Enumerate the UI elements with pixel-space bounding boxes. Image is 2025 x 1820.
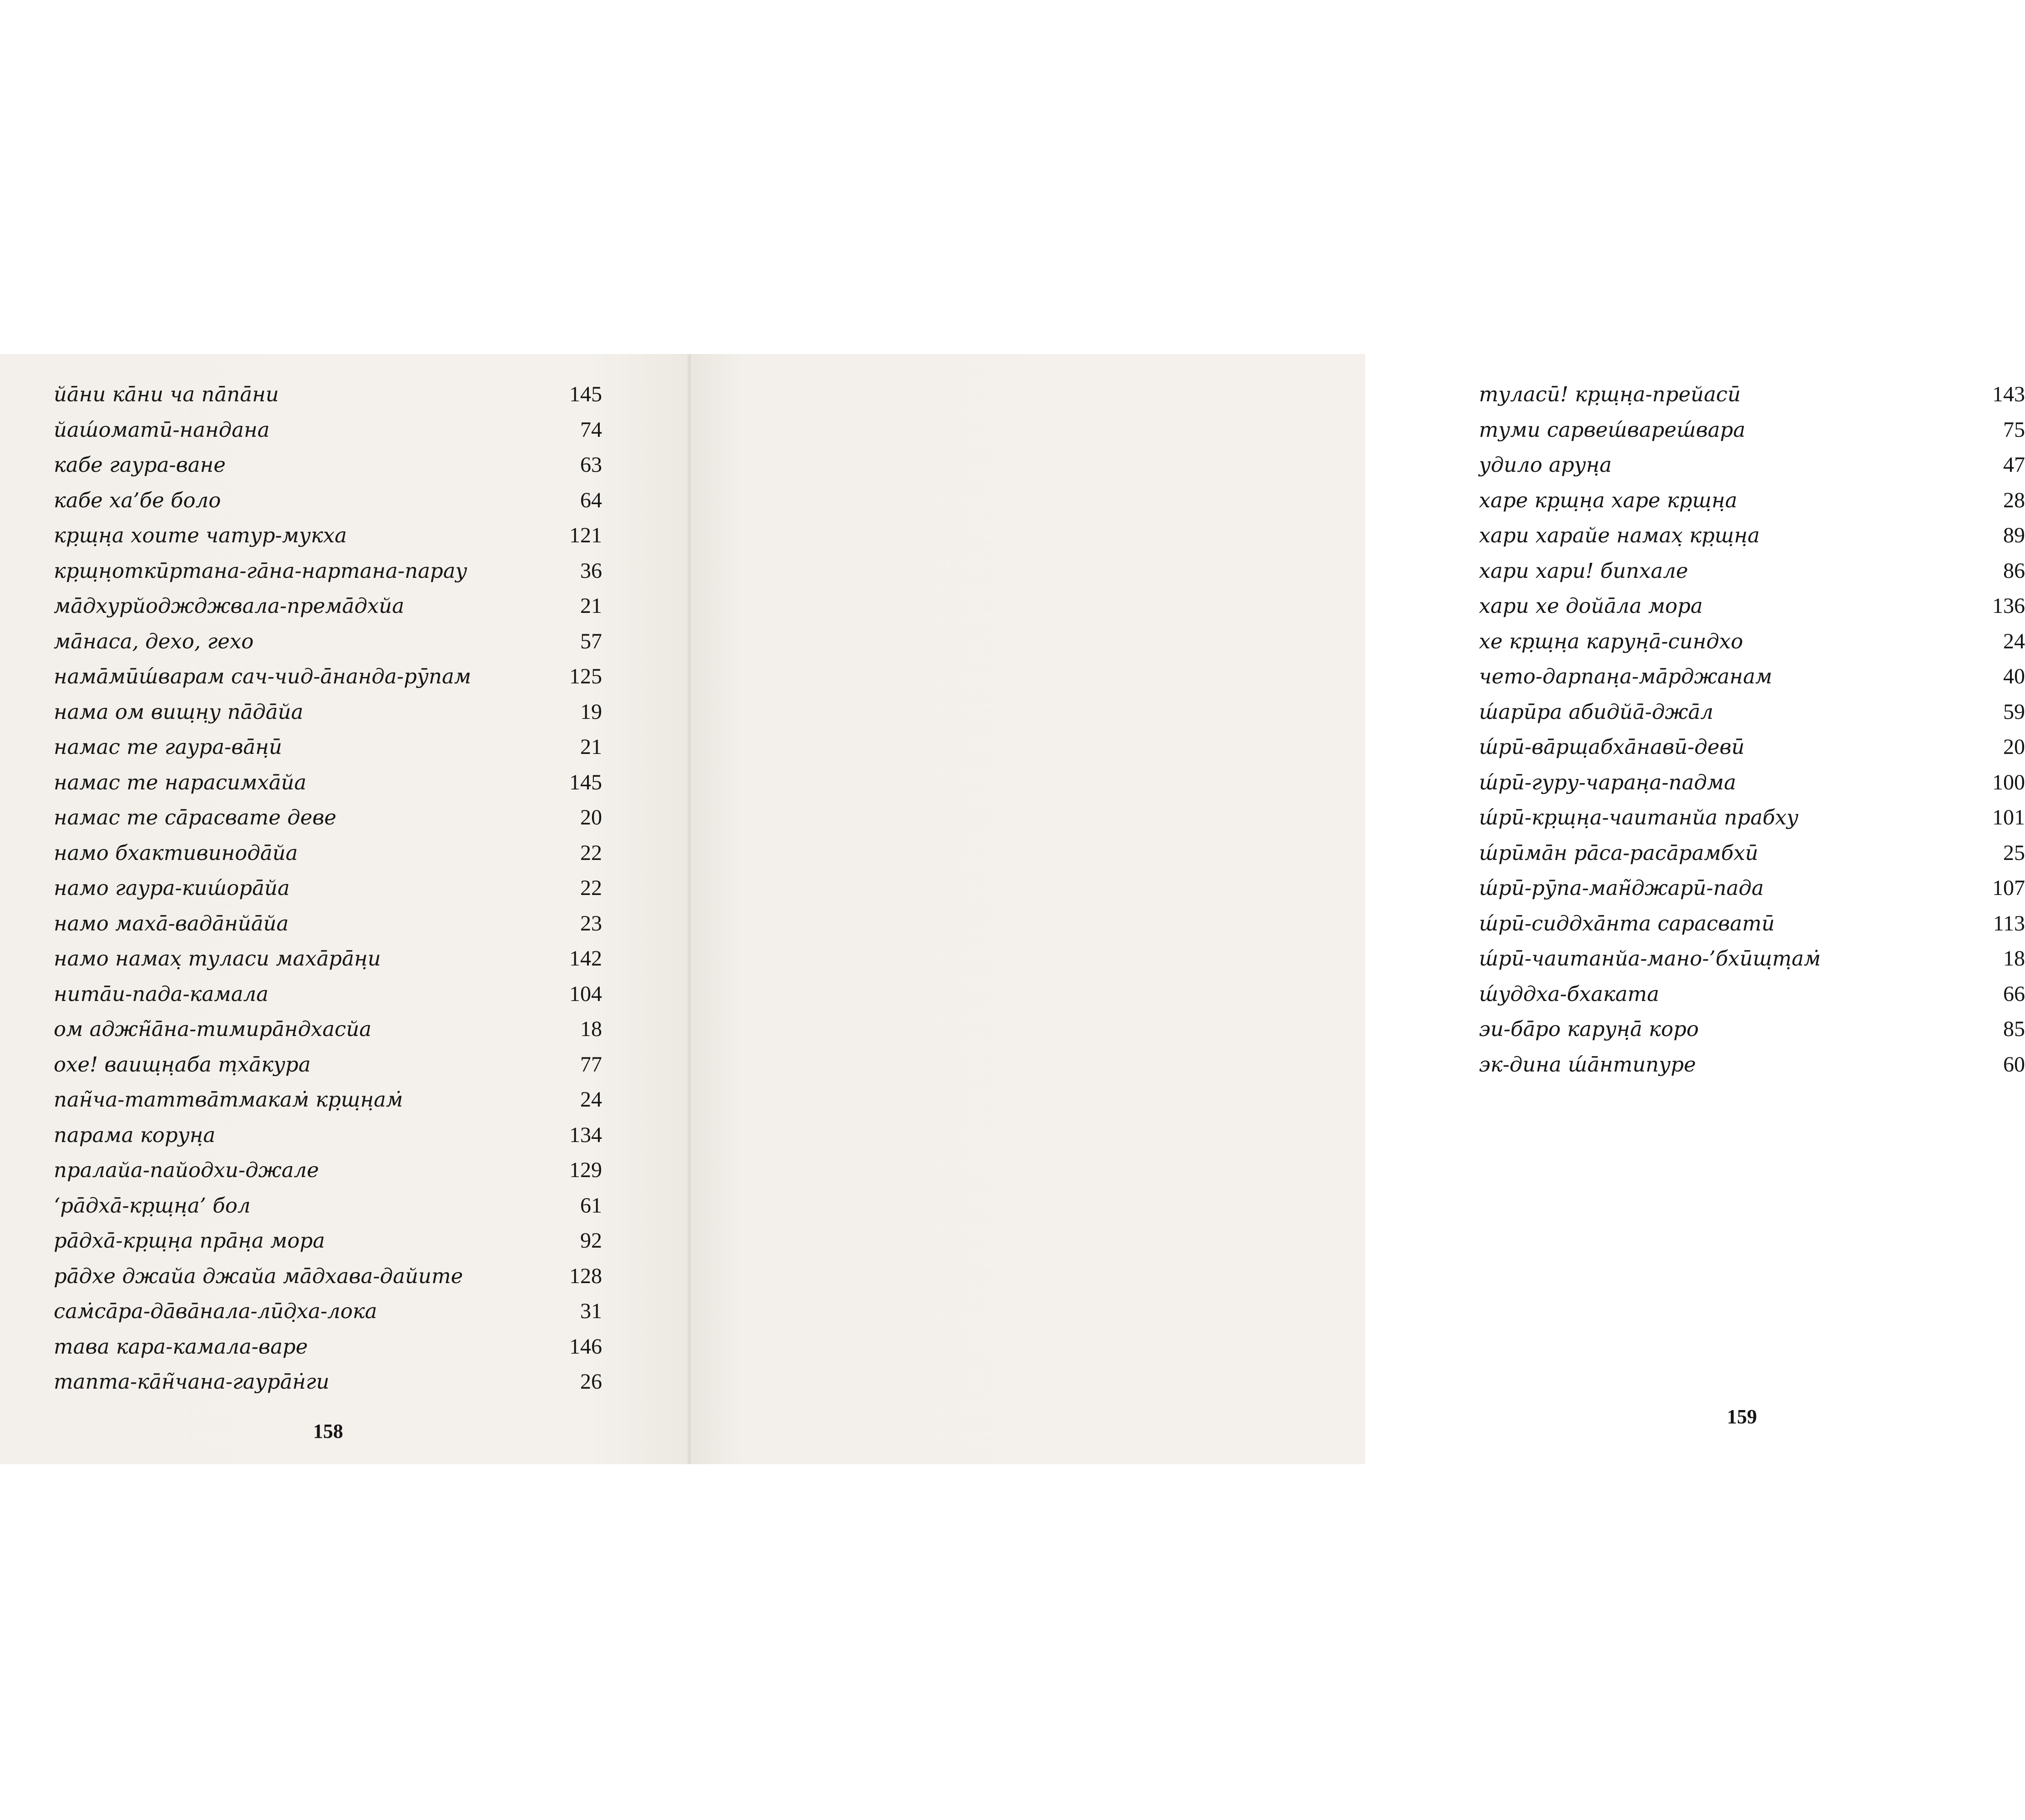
index-entry <box>54 662 602 698</box>
entry-page-number: 104 <box>569 981 602 1006</box>
entry-page-number: 64 <box>580 488 602 512</box>
entry-page-number: 77 <box>580 1052 602 1077</box>
entry-title: намо маха̄-вада̄нйа̄йа <box>54 911 289 935</box>
index-entry <box>1479 1015 2025 1051</box>
entry-page-number: 92 <box>580 1228 602 1253</box>
entry-page-number: 136 <box>1992 594 2025 618</box>
entry-page-number: 19 <box>580 699 602 724</box>
entry-title: йа̄ни ка̄ни ча па̄па̄ни <box>54 382 279 406</box>
index-entry <box>1479 910 2025 945</box>
entry-page-number: 40 <box>2003 664 2025 688</box>
entry-page-number: 59 <box>2003 699 2025 724</box>
entry-page-number: 24 <box>2003 629 2025 653</box>
entry-page-number: 75 <box>2003 417 2025 442</box>
entry-page-number: 129 <box>569 1158 602 1182</box>
index-entry <box>54 627 602 663</box>
index-entry <box>1479 733 2025 768</box>
entry-page-number: 145 <box>569 382 602 406</box>
index-entry <box>1479 451 2025 486</box>
entry-title: чето-дарпан̣а-ма̄рджанам <box>1479 664 1772 688</box>
entry-title: кр̣ш̣н̣а хоите чатур-мукха <box>54 523 347 547</box>
index-entry <box>54 804 602 839</box>
index-entry <box>54 592 602 627</box>
entry-title: сам̇са̄ра-да̄ва̄нала-лӣд̣ха-лока <box>54 1299 377 1323</box>
entry-title: кабе гаура-ване <box>54 453 226 477</box>
entry-title: хари хе дойа̄ла мора <box>1479 594 1703 618</box>
entry-page-number: 24 <box>580 1087 602 1112</box>
index-entry <box>1479 416 2025 451</box>
index-entry <box>54 698 602 733</box>
entry-title: ра̄дха̄-кр̣ш̣н̣а пра̄н̣а мора <box>54 1228 325 1253</box>
entry-title: харе кр̣ш̣н̣а харе кр̣ш̣н̣а <box>1479 488 1737 512</box>
index-entry <box>54 733 602 768</box>
page-number-left: 158 <box>313 1420 343 1442</box>
entry-page-number: 47 <box>2003 453 2025 477</box>
index-entry <box>1479 592 2025 627</box>
index-entry <box>54 1086 602 1121</box>
entry-title: хари харайе намах̣ кр̣ш̣н̣а <box>1479 523 1760 547</box>
entry-title: хари хари! бипхале <box>1479 558 1688 583</box>
entry-title: туми сарвеш́вареш́вара <box>1479 417 1746 442</box>
entry-page-number: 66 <box>2003 981 2025 1006</box>
index-entry <box>1479 627 2025 663</box>
entry-page-number: 28 <box>2003 488 2025 512</box>
entry-title: ‘ра̄дха̄-кр̣ш̣н̣а’ бол <box>54 1193 251 1218</box>
entry-title: ш́рӣма̄н ра̄са-раса̄рамбхӣ <box>1479 840 1758 865</box>
entry-title: ш́рӣ-сиддха̄нта сарасватӣ <box>1479 911 1775 935</box>
entry-title: парама корун̣а <box>54 1122 216 1147</box>
entry-title: ш́уддха-бхаката <box>1479 981 1660 1006</box>
entry-title: ма̄дхурйоджджвала-према̄дхйа <box>54 594 405 618</box>
book-gutter <box>686 354 693 1464</box>
entry-page-number: 74 <box>580 417 602 442</box>
entry-title: нама ом виш̣н̣у па̄да̄йа <box>54 699 304 724</box>
entry-title: ш́арӣра абидйа̄-джа̄л <box>1479 699 1714 724</box>
entry-title: эк-дина ш́а̄нтипуре <box>1479 1052 1696 1077</box>
entry-title: туласӣ! кр̣ш̣н̣а-прейасӣ <box>1479 382 1741 406</box>
entry-page-number: 61 <box>580 1193 602 1218</box>
entry-page-number: 60 <box>2003 1052 2025 1077</box>
entry-page-number: 57 <box>580 629 602 653</box>
index-entry <box>54 451 602 486</box>
index-list-right <box>1479 380 2025 1086</box>
index-entry <box>54 1297 602 1333</box>
index-entry <box>1479 521 2025 557</box>
index-entry <box>1479 839 2025 875</box>
entry-page-number: 18 <box>2003 946 2025 971</box>
entry-page-number: 134 <box>569 1122 602 1147</box>
entry-page-number: 31 <box>580 1299 602 1323</box>
index-entry <box>54 980 602 1016</box>
entry-page-number: 21 <box>580 594 602 618</box>
entry-page-number: 142 <box>569 946 602 971</box>
index-entry <box>54 1051 602 1086</box>
index-entry <box>54 945 602 980</box>
entry-page-number: 20 <box>2003 735 2025 759</box>
entry-title: ом аджн̃а̄на-тимира̄ндхасйа <box>54 1017 372 1041</box>
index-entry <box>54 380 602 416</box>
entry-page-number: 18 <box>580 1017 602 1041</box>
entry-title: намас те гаура-ва̄н̣ӣ <box>54 735 282 759</box>
index-entry <box>54 1192 602 1227</box>
index-entry <box>1479 980 2025 1016</box>
index-entry <box>1479 768 2025 804</box>
entry-page-number: 22 <box>580 876 602 900</box>
entry-title: намо намах̣ туласи маха̄ра̄н̣и <box>54 946 381 971</box>
entry-title: намо бхактивинода̄йа <box>54 840 298 865</box>
index-entry <box>1479 557 2025 592</box>
index-entry <box>1479 1051 2025 1086</box>
index-entry <box>54 1262 602 1298</box>
entry-page-number: 113 <box>1993 911 2025 935</box>
book-spread <box>0 354 2025 1464</box>
entry-page-number: 63 <box>580 453 602 477</box>
entry-title: намас те нарасимха̄йа <box>54 770 307 794</box>
index-entry <box>1479 698 2025 733</box>
entry-title: нама̄мӣш́варам сач-чид-а̄нанда-рӯпам <box>54 664 471 688</box>
entry-title: кр̣ш̣н̣откӣртана-га̄на-нартана-парау <box>54 558 467 583</box>
entry-page-number: 85 <box>2003 1017 2025 1041</box>
entry-page-number: 36 <box>580 558 602 583</box>
index-entry <box>54 874 602 910</box>
entry-title: ш́рӣ-гуру-чаран̣а-падма <box>1479 770 1736 794</box>
index-entry <box>54 1368 602 1403</box>
index-entry <box>1479 874 2025 910</box>
entry-page-number: 125 <box>569 664 602 688</box>
index-entry <box>54 416 602 451</box>
entry-title: намас те са̄расвате деве <box>54 805 337 829</box>
entry-page-number: 26 <box>580 1370 602 1394</box>
entry-title: нита̄и-пада-камала <box>54 981 268 1006</box>
page-left <box>0 354 689 1464</box>
entry-title: ш́рӣ-рӯпа-ман̃джарӣ-пада <box>1479 876 1764 900</box>
page-number-right: 159 <box>1727 1405 1757 1428</box>
entry-page-number: 101 <box>1992 805 2025 829</box>
entry-title: удило арун̣а <box>1479 453 1612 477</box>
index-entry <box>54 839 602 875</box>
index-entry <box>1479 804 2025 839</box>
entry-title: ш́рӣ-ва̄рш̣абха̄навӣ-девӣ <box>1479 735 1745 759</box>
entry-page-number: 107 <box>1992 876 2025 900</box>
index-entry <box>54 1121 602 1157</box>
entry-page-number: 143 <box>1992 382 2025 406</box>
entry-title: охе! ваиш̣н̣аба т̣ха̄кура <box>54 1052 311 1077</box>
entry-title: тава кара-камала-варе <box>54 1334 308 1359</box>
entry-title: ма̄наса, дехо, гехо <box>54 629 254 653</box>
page-right <box>689 354 2025 1464</box>
index-list-left <box>54 380 602 1403</box>
entry-title: эи-ба̄ро карун̣а̄ коро <box>1479 1017 1699 1041</box>
entry-page-number: 100 <box>1992 770 2025 794</box>
index-entry <box>54 1015 602 1051</box>
entry-page-number: 121 <box>569 523 602 547</box>
entry-title: ш́рӣ-чаитанйа-мано-’бхӣш̣т̣ам̇ <box>1479 946 1821 971</box>
entry-page-number: 146 <box>569 1334 602 1359</box>
index-entry <box>54 557 602 592</box>
entry-title: ра̄дхе джайа джайа ма̄дхава-дайите <box>54 1264 463 1288</box>
entry-page-number: 22 <box>580 840 602 865</box>
entry-title: пралайа-пайодхи-джале <box>54 1158 319 1182</box>
entry-title: пан̃ча-таттва̄тмакам̇ кр̣ш̣н̣ам̇ <box>54 1087 403 1112</box>
entry-title: намо гаура-киш́ора̄йа <box>54 876 290 900</box>
index-entry <box>54 768 602 804</box>
index-entry <box>1479 662 2025 698</box>
entry-page-number: 20 <box>580 805 602 829</box>
entry-page-number: 128 <box>569 1264 602 1288</box>
index-entry <box>1479 380 2025 416</box>
index-entry <box>54 910 602 945</box>
entry-page-number: 21 <box>580 735 602 759</box>
index-entry <box>54 521 602 557</box>
entry-page-number: 25 <box>2003 840 2025 865</box>
index-entry <box>54 1333 602 1368</box>
entry-title: кабе ха’бе боло <box>54 488 221 512</box>
index-entry <box>1479 945 2025 980</box>
index-entry <box>54 1227 602 1262</box>
index-entry <box>1479 486 2025 522</box>
index-entry <box>54 1156 602 1192</box>
entry-page-number: 86 <box>2003 558 2025 583</box>
entry-title: йаш́оматӣ-нандана <box>54 417 270 442</box>
entry-title: ш́рӣ-кр̣ш̣н̣а-чаитанйа прабху <box>1479 805 1799 829</box>
entry-title: хе кр̣ш̣н̣а карун̣а̄-синдхо <box>1479 629 1743 653</box>
entry-page-number: 145 <box>569 770 602 794</box>
entry-page-number: 23 <box>580 911 602 935</box>
entry-title: тапта-ка̄н̃чана-гаура̄н̇ги <box>54 1370 329 1394</box>
entry-page-number: 89 <box>2003 523 2025 547</box>
index-entry <box>54 486 602 522</box>
